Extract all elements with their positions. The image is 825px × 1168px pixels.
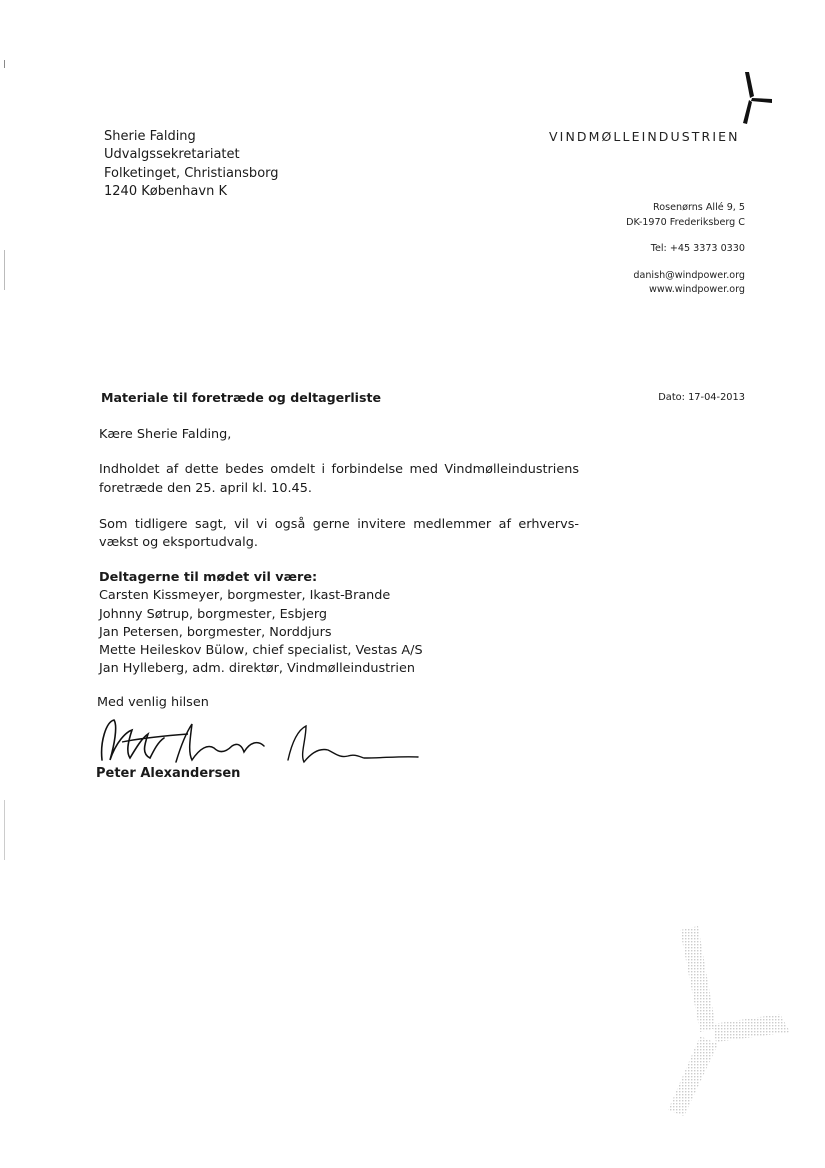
recipient-department: Udvalgssekretariatet [104,147,240,163]
sender-street: Rosenørns Allé 9, 5 [652,202,745,213]
participant-item: Jan Hylleberg, adm. direktør, Vindmølleindustrien [99,661,415,677]
sender-email: danish@windpower.org [633,269,745,281]
letter-date: Dato: 17-04-2013 [658,392,745,403]
sender-address [626,201,745,298]
participants-heading: Deltagerne til mødet vil være: [99,570,318,585]
wind-turbine-icon [728,70,776,126]
sender-website: www.windpower.org [649,284,745,295]
body-paragraph-2: Som tidligere sagt, vil vi også gerne invitere medlemmer af erhvervs-vækst og eksportudvalg. [99,516,579,551]
recipient-organization: Folketinget, Christiansborg [104,165,279,181]
body-paragraph-1: Indholdet af dette bedes omdelt i forbindelse med Vindmølleindustriens foretræde den 25. april kl. 10.45. [99,462,579,496]
scan-edge-mark [4,800,5,860]
company-logo-text: VINDMØLLEINDUSTRIEN [549,129,740,144]
sender-phone: Tel: +45 3373 0330 [650,243,745,254]
sender-city: DK-1970 Frederiksberg C [626,216,745,228]
participant-item: Jan Petersen, borgmester, Norddjurs [99,624,332,640]
wind-turbine-watermark-icon [640,920,825,1120]
recipient-city: 1240 København K [104,183,227,199]
letter-subject: Materiale til foretræde og deltagerliste [101,390,382,405]
scan-edge-mark [4,60,5,68]
closing-salutation: Med venlig hilsen [97,695,209,710]
participant-item: Carsten Kissmeyer, borgmester, Ikast-Brande [99,588,391,604]
scan-edge-mark [4,250,5,290]
recipient-name: Sherie Falding [104,129,196,144]
greeting: Kære Sherie Falding, [99,427,232,442]
signer-name: Peter Alexandersen [96,766,241,781]
letter-body [99,426,579,570]
participant-item: Johnny Søtrup, borgmester, Esbjerg [99,606,328,622]
participant-list [99,569,423,679]
recipient-address [104,128,279,201]
participant-item: Mette Heileskov Bülow, chief specialist, Vestas A/S [99,643,423,659]
